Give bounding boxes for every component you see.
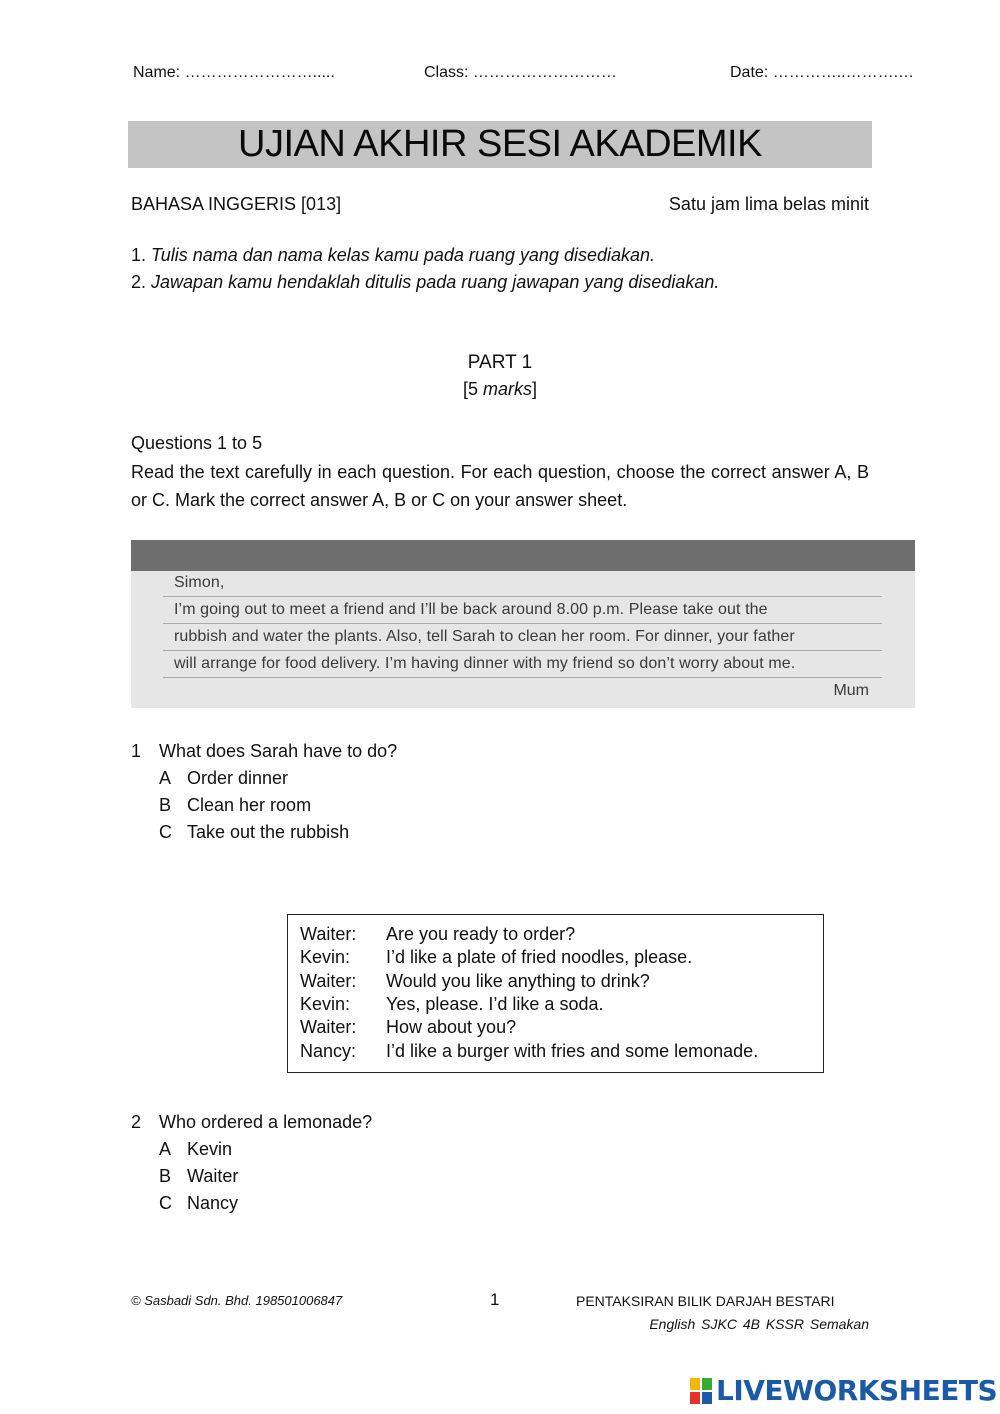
- questions-intro: Read the text carefully in each question. For each question, choose the correct answer A, B or C. Mark the correct answer A, B or C on your answer sheet.: [131, 462, 869, 510]
- note-rule: [163, 623, 882, 624]
- note-line: will arrange for food delivery. I’m having dinner with my friend so don’t worry about me.: [174, 655, 796, 672]
- q2-option-a-letter[interactable]: A: [159, 1139, 172, 1159]
- dialogue-speaker: Kevin:: [300, 947, 351, 967]
- note-greeting: Simon,: [174, 574, 225, 591]
- marks-suffix: ]: [532, 379, 538, 399]
- note-header-bar: [131, 540, 915, 571]
- part-marks: [0, 379, 1000, 400]
- dialogue-line: I’d like a burger with fries and some lemonade.: [386, 1041, 759, 1061]
- question-2-stem: Who ordered a lemonade?: [159, 1112, 373, 1132]
- question-1-number: 1: [131, 741, 142, 761]
- liveworksheets-text: LIVEWORKSHEETS: [716, 1374, 998, 1407]
- q1-option-a[interactable]: Order dinner: [187, 768, 289, 788]
- series-title: PENTAKSIRAN BILIK DARJAH BESTARI: [576, 1293, 835, 1309]
- q2-option-a[interactable]: Kevin: [187, 1139, 233, 1159]
- liveworksheets-logo[interactable]: [690, 1374, 998, 1407]
- page-number: 1: [490, 1290, 500, 1309]
- marks-word: marks: [483, 379, 532, 399]
- exam-title: UJIAN AKHIR SESI AKADEMIK: [128, 121, 872, 168]
- dialogue-speaker: Nancy:: [300, 1041, 357, 1061]
- dialogue-speaker: Waiter:: [300, 971, 357, 991]
- note-line: I’m going out to meet a friend and I’ll be back around 8.00 p.m. Please take out the: [174, 601, 768, 618]
- question-1-stem: What does Sarah have to do?: [159, 741, 398, 761]
- instruction-2: [131, 272, 719, 293]
- note-rule: [163, 596, 882, 597]
- questions-heading: Questions 1 to 5: [131, 433, 263, 453]
- book-title: English SJKC 4B KSSR Semakan: [649, 1316, 869, 1332]
- dialogue-line: Would you like anything to drink?: [386, 971, 650, 991]
- q2-option-b[interactable]: Waiter: [187, 1166, 239, 1186]
- q1-option-c[interactable]: Take out the rubbish: [187, 822, 350, 842]
- copyright: © Sasbadi Sdn. Bhd. 198501006847: [131, 1293, 343, 1308]
- q2-option-c-letter[interactable]: C: [159, 1193, 172, 1213]
- dialogue-line: I’d like a plate of fried noodles, please.: [386, 947, 693, 967]
- liveworksheets-mark-icon: [690, 1378, 712, 1404]
- dialogue-box: [287, 914, 824, 1073]
- dialogue-speaker: Waiter:: [300, 1017, 357, 1037]
- dialogue-line: How about you?: [386, 1017, 517, 1037]
- q1-option-a-letter[interactable]: A: [159, 768, 172, 788]
- note-line: rubbish and water the plants. Also, tell Sarah to clean her room. For dinner, your father: [174, 628, 795, 645]
- instruction-text: Tulis nama dan nama kelas kamu pada ruang yang disediakan.: [151, 245, 656, 265]
- class-field[interactable]: Class: ………………………: [424, 64, 617, 81]
- q2-option-b-letter[interactable]: B: [159, 1166, 172, 1186]
- instruction-text: Jawapan kamu hendaklah ditulis pada ruang jawapan yang disediakan.: [151, 272, 720, 292]
- dialogue-line: Are you ready to order?: [386, 924, 576, 944]
- dialogue-line: Yes, please. I’d like a soda.: [386, 994, 604, 1014]
- question-2-number: 2: [131, 1112, 142, 1132]
- instruction-1: [131, 245, 655, 266]
- marks-prefix: [5: [462, 379, 483, 399]
- date-field[interactable]: Date: …………..……….…: [730, 64, 915, 81]
- q1-option-b[interactable]: Clean her room: [187, 795, 312, 815]
- note-signature: Mum: [833, 682, 869, 699]
- duration-label: Satu jam lima belas minit: [668, 194, 869, 214]
- note-rule: [163, 650, 882, 651]
- subject-label: BAHASA INGGERIS [013]: [131, 194, 342, 214]
- note-rule: [163, 677, 882, 678]
- part-title: PART 1: [467, 352, 533, 373]
- name-field[interactable]: Name: …………………….....: [133, 64, 335, 81]
- instruction-number: 1.: [131, 245, 147, 265]
- dialogue-speaker: Waiter:: [300, 924, 357, 944]
- instruction-number: 2.: [131, 272, 147, 292]
- dialogue-speaker: Kevin:: [300, 994, 351, 1014]
- q1-option-b-letter[interactable]: B: [159, 795, 172, 815]
- q2-option-c[interactable]: Nancy: [187, 1193, 239, 1213]
- q1-option-c-letter[interactable]: C: [159, 822, 172, 842]
